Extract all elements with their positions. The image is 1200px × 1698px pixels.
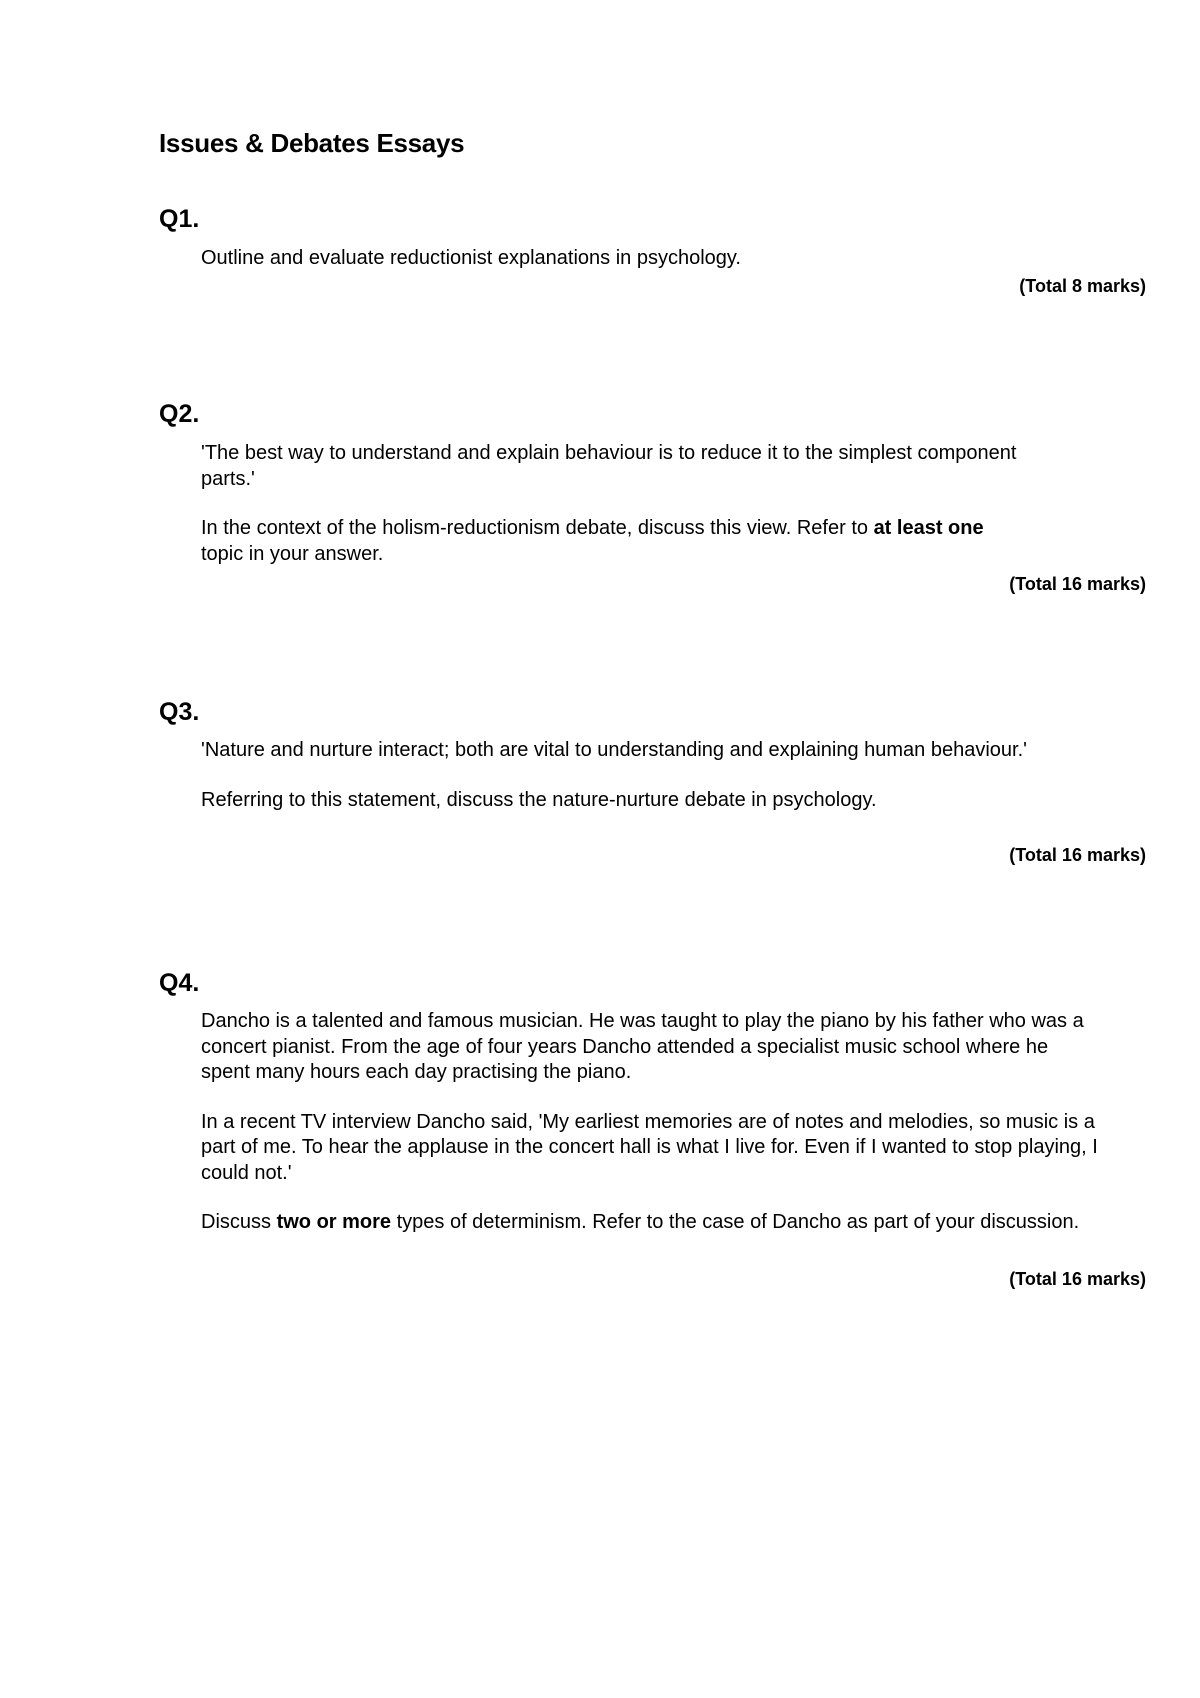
question-2-paragraph-2 bbox=[201, 516, 1031, 567]
question-4-body bbox=[201, 1009, 1101, 1236]
question-2-label: Q2. bbox=[159, 400, 200, 428]
question-3-paragraph-2: Referring to this statement, discuss the nature-nurture debate in psychology. bbox=[201, 788, 877, 811]
question-3-marks: (Total 16 marks) bbox=[1009, 845, 1146, 865]
question-4-paragraph-3 bbox=[201, 1210, 1101, 1236]
question-3-body bbox=[201, 738, 1041, 813]
question-4-label: Q4. bbox=[159, 969, 200, 997]
question-2-paragraph-2-text: In the context of the holism-reductionism debate, discuss this view. Refer to bbox=[201, 517, 874, 539]
question-2-body bbox=[201, 441, 1031, 567]
question-1-body bbox=[201, 246, 1101, 272]
question-2-emphasis: at least one bbox=[873, 517, 984, 539]
question-1-label: Q1. bbox=[159, 205, 200, 233]
question-4-paragraph-2: In a recent TV interview Dancho said, 'My earliest memories are of notes and melodies, so music is a part of me. To hear the applause in the concert hall is what I live for. Even if I wanted to stop playing, I could not.' bbox=[201, 1110, 1098, 1184]
question-4-paragraph-1: Dancho is a talented and famous musician. He was taught to play the piano by his father who was a concert pianist. From the age of four years Dancho attended a specialist music school where he spent many hours each day practising the piano. bbox=[201, 1010, 1084, 1083]
document-title: Issues & Debates Essays bbox=[159, 128, 465, 158]
question-3-paragraph-1: 'Nature and nurture interact; both are vital to understanding and explaining human behaviour.' bbox=[201, 739, 1027, 761]
question-4-emphasis: two or more bbox=[276, 1211, 392, 1233]
question-1-paragraph-1: Outline and evaluate reductionist explanations in psychology. bbox=[201, 247, 741, 269]
question-4-paragraph-3-text: Discuss bbox=[201, 1211, 277, 1233]
question-2-paragraph-2-text-end: topic in your answer. bbox=[201, 542, 384, 565]
question-1-marks: (Total 8 marks) bbox=[1019, 276, 1146, 296]
question-3-label: Q3. bbox=[159, 698, 200, 726]
question-2-marks: (Total 16 marks) bbox=[1009, 574, 1146, 594]
question-2-paragraph-1: 'The best way to understand and explain behaviour is to reduce it to the simplest component parts.' bbox=[201, 442, 1017, 490]
question-4-marks: (Total 16 marks) bbox=[1009, 1269, 1146, 1289]
question-4-paragraph-3-text-end: types of determinism. Refer to the case of Dancho as part of your discussion. bbox=[391, 1211, 1080, 1233]
